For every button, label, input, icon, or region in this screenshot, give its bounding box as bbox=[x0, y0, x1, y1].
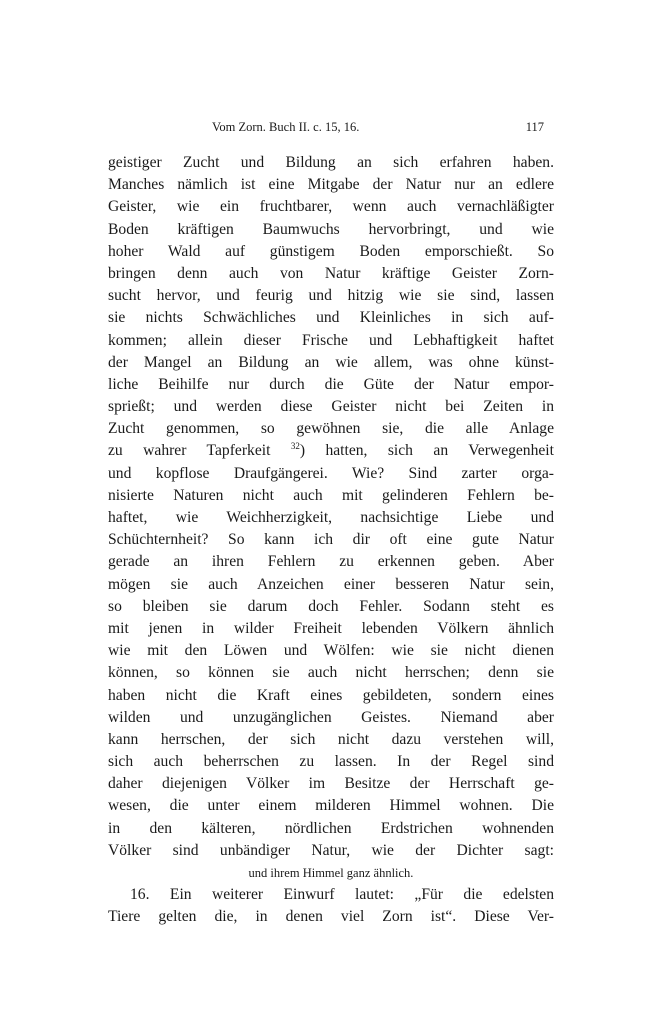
text-fragment: zu wahrer Tapferkeit bbox=[108, 442, 271, 460]
text-line: mögen sie auch Anzeichen einer besseren Natur sein, bbox=[108, 575, 554, 593]
text-line: der Mangel an Bildung an wie allem, was ohne künst- bbox=[108, 353, 554, 371]
text-line: Schüchternheit? So kann ich dir oft eine gute Natur bbox=[108, 531, 554, 549]
text-line: so bleiben sie darum doch Fehler. Sodann steht es bbox=[108, 597, 554, 615]
text-line: wie mit den Löwen und Wölfen: wie sie nicht dienen bbox=[108, 642, 554, 660]
footnote-reference: 32 bbox=[290, 441, 300, 452]
text-line: daher diejenigen Völker im Besitze der Herrschaft ge- bbox=[108, 775, 554, 793]
page-header bbox=[108, 120, 544, 140]
text-line: Geister, wie ein fruchtbarer, wenn auch vernachläßigter bbox=[108, 198, 554, 216]
text-line: nisierte Naturen nicht auch mit gelinderen Fehlern be- bbox=[108, 486, 554, 504]
section-16-start: 16. Ein weiterer Einwurf lautet: „Für die edelsten bbox=[130, 886, 554, 904]
text-line: haftet, wie Weichherzigkeit, nachsichtige Liebe und bbox=[108, 509, 554, 526]
text-line: Zucht genommen, so gewöhnen sie, die alle Anlage bbox=[108, 420, 554, 438]
text-line: kommen; allein dieser Frische und Lebhaftigkeit haftet bbox=[108, 331, 554, 349]
text-line: haben nicht die Kraft eines gebildeten, sondern eines bbox=[108, 686, 554, 704]
page-number: 117 bbox=[525, 120, 544, 134]
text-line: Boden kräftigen Baumwuchs hervorbringt, und wie bbox=[108, 220, 554, 238]
text-line: kann herrschen, der sich nicht dazu verstehen will, bbox=[108, 730, 554, 748]
text-fragment: ) hatten, sich an Verwegenheit bbox=[299, 442, 554, 460]
text-line: mit jenen in wilder Freiheit lebenden Völkern ähnlich bbox=[108, 619, 554, 637]
text-line: sprießt; und werden diese Geister nicht bei Zeiten in bbox=[108, 398, 554, 416]
text-line: gerade an ihren Fehlern zu erkennen geben. Aber bbox=[108, 553, 554, 571]
body-text bbox=[108, 152, 554, 929]
text-line: Völker sind unbändiger Natur, wie der Dichter sagt: bbox=[108, 841, 554, 859]
text-line: Manches nämlich ist eine Mitgabe der Natur nur an edlere bbox=[108, 176, 554, 194]
running-title: Vom Zorn. Buch II. c. 15, 16. bbox=[212, 120, 360, 134]
text-line: Tiere gelten die, in denen viel Zorn ist“. Diese Ver- bbox=[108, 908, 554, 926]
text-line: hoher Wald auf günstigem Boden emporschießt. So bbox=[108, 242, 554, 260]
text-line: wilden und unzugänglichen Geistes. Niemand aber bbox=[108, 708, 554, 726]
text-line: in den kälteren, nördlichen Erdstrichen wohnenden bbox=[108, 819, 554, 837]
text-line: sucht hervor, und feurig und hitzig wie sie sind, lassen bbox=[108, 287, 554, 305]
text-line: wesen, die unter einem milderen Himmel wohnen. Die bbox=[108, 797, 554, 815]
text-line: geistiger Zucht und Bildung an sich erfahren haben. bbox=[108, 154, 554, 171]
text-line-with-footnote bbox=[108, 440, 554, 462]
verse-quotation: und ihrem Himmel ganz ähnlich. bbox=[248, 866, 414, 880]
text-line: und kopflose Draufgängerei. Wie? Sind zarter orga- bbox=[108, 464, 554, 482]
text-line: liche Beihilfe nur durch die Güte der Natur empor- bbox=[108, 375, 554, 393]
text-line: können, so können sie auch nicht herrschen; denn sie bbox=[108, 664, 554, 682]
text-line: bringen denn auch von Natur kräftige Geister Zorn- bbox=[108, 264, 554, 282]
text-line: sie nichts Schwächliches und Kleinliches in sich auf- bbox=[108, 309, 554, 327]
text-line: sich auch beherrschen zu lassen. In der Regel sind bbox=[108, 753, 554, 771]
